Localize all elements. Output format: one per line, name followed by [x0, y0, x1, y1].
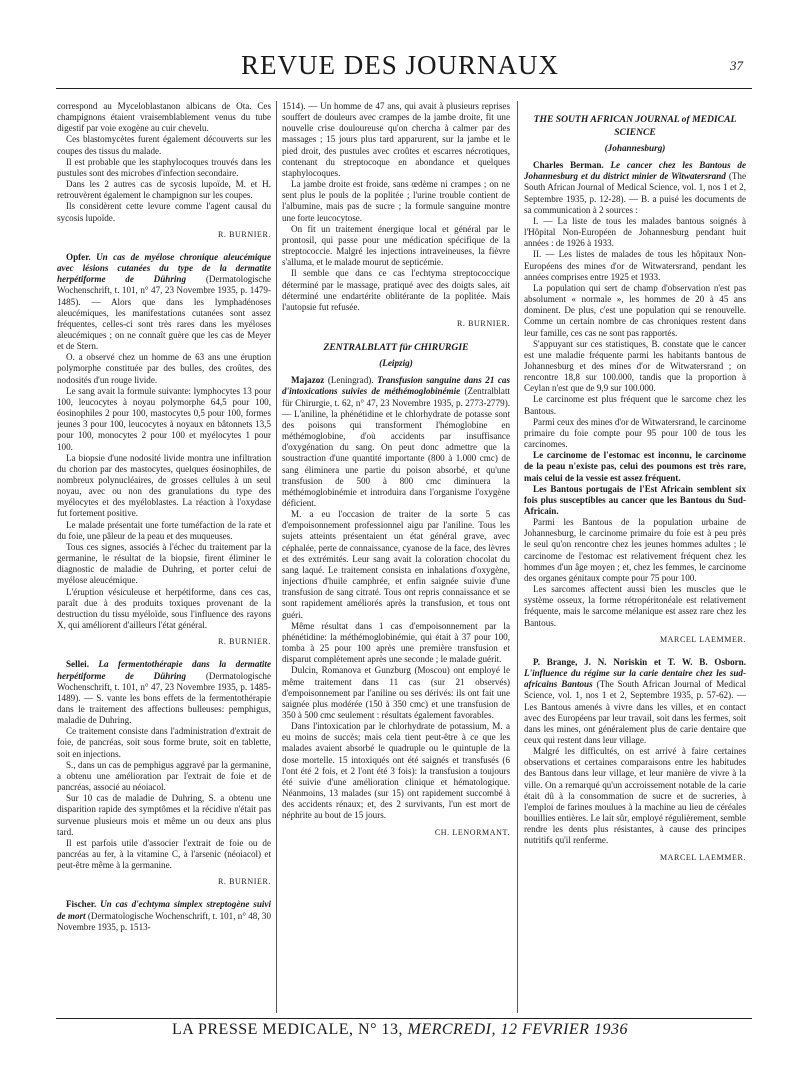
- footer-date: MERCREDI, 12 FEVRIER 1936: [407, 1021, 628, 1038]
- article-author: P. Brange, J. N. Noriskin et T. W. B. Osborn.: [533, 656, 746, 667]
- signature: MARCEL LAEMMER.: [659, 634, 746, 644]
- paragraph: Le carcinome de l'estomac est inconnu, le carcinome de la peau n'existe pas, celui des poumons est très rare, mais celui de la vessie est assez fréquent.: [524, 450, 746, 483]
- column-divider-2: [517, 101, 518, 1013]
- article-berman: [524, 160, 746, 216]
- paragraph: Sur 10 cas de maladie de Duhring, S. a obtenu une disparition rapide des symptômes et la récidive n'était pas survenue plusieurs mois et même un ou deux ans plus tard.: [57, 793, 271, 837]
- journal-heading: THE SOUTH AFRICAN JOURNAL of MEDICAL SCIENCE: [533, 114, 737, 138]
- article-majazoz: [282, 375, 510, 509]
- page-number: 37: [730, 58, 743, 73]
- page-header-title: REVUE DES JOURNAUX: [240, 50, 559, 80]
- column-2: [282, 101, 510, 1013]
- signature: MARCEL LAEMMER.: [659, 852, 746, 862]
- article-author: Charles Berman.: [533, 160, 604, 171]
- paragraph: Dans l'intoxication par le chlorhydrate de potassium, M. a eu moins de succès; mais cela tient peut-être à ce que les malades avaient absorbé le quadruple ou le quintuple de la dose mortelle. 15 intoxiqués ont été saignés et transfusés (6 l'ont été 2 fois, et 2 l'ont été 3 fois): la transfusion a toujours été suivie d'une amélioration clinique et hématologique. Néanmoins, 13 malades (sur 15) ont rapidement succombé à des accidents rénaux; et, des 2 survivants, l'un est mort de néphrite au bout de 15 jours.: [282, 721, 510, 821]
- article-author: Fischer.: [66, 899, 97, 910]
- paragraph: Les Bantous portugais de l'Est Africain semblent six fois plus susceptibles au cancer que les Bantous du Sud-Africain.: [524, 483, 746, 516]
- journal-city: (Johannesburg): [604, 143, 666, 153]
- paragraph: Il est parfois utile d'associer l'extrait de foie ou de pancréas au fer, à la vitamine C, à l'arsenic (néoiacol) et peut-être même à la germanine.: [57, 837, 271, 871]
- article-author: Opfer.: [66, 251, 91, 262]
- paragraph: Le carcinome est plus fréquent que le sarcome chez les Bantous.: [524, 394, 746, 416]
- paragraph: S'appuyant sur ces statistiques, B. constate que le cancer est une maladie fréquente parmi les habitants bantous de Johannesburg et des mines d'or de Witwatersrand ; on rencontre 18,8 sur 100.000, tandis que la proportion à Ceylan n'est que de 9,9 sur 100.000.: [524, 338, 746, 394]
- article-author-place: (Leningrad).: [327, 375, 374, 386]
- signature: R. BURNIER.: [217, 637, 271, 647]
- article-source: (Zentralblatt für Chirurgie, t. 62, n° 47, 23 Novembre 1935, p. 2773-2779). — L'aniline, la phénétidine et le chlorhydrate de potasse sont des poisons qui transforment l'hémoglobine en méthémoglobine, d'où accidents par insuffisance d'oxygénation du sang. On peut donc admettre que la soustraction d'une quantité importante (800 à 1.000 cmc) de sang éliminera une partie du poison absorbé, et qu'une transfusion de 500 à 800 cmc diminuera la méthémoglobinémie et introduira dans l'organisme l'oxygène déficient.: [282, 386, 510, 508]
- article-title: La fermentothérapie dans la dermatite herpétiforme de Dühring: [57, 659, 271, 681]
- paragraph: Parmi les Bantous de la population urbaine de Johannesburg, le carcinome primaire du foie est à peu près le seul qu'on rencontre chez les jeunes hommes adultes ; le carcinome de l'estomac est relativement fréquent chez les hommes d'un âge moyen ; et, chez les femmes, le carcinome des organes génitaux compte pour 75 pour 100.: [524, 517, 746, 583]
- signature: R. BURNIER.: [217, 877, 271, 887]
- paragraph: Il est probable que les staphylocoques trouvés dans les pustules sont des microbes d'infection secondaire.: [57, 156, 271, 178]
- signature: CH. LENORMANT.: [434, 827, 510, 837]
- page-footer: [0, 1021, 800, 1039]
- article-author: Majazoz: [291, 375, 325, 386]
- paragraph: Le sang avait la formule suivante: lymphocytes 13 pour 100, leucocytes à noyau polymorphe 64,5 pour 100, éosinophiles 2 pour 100, mastocytes 0,5 pour 100, formes jeunes 3 pour 100, leucocytes à noyaux en bâtonnets 13,5 pour 100, monocytes 2 pour 100 et myélocytes 1 pour 100.: [57, 385, 271, 452]
- article-fischer: [57, 899, 271, 932]
- paragraph: Ce traitement consiste dans l'administration d'extrait de foie, de pancréas, soit sous forme brute, soit en tablette, soit en injections.: [57, 726, 271, 759]
- paragraph: On fit un traitement énergique local et général par le prontosil, qui passe pour une médication spécifique de la streptococcie. Malgré les injections intraveineuses, la fièvre s'alluma, et le malade mourut de septicémie.: [282, 223, 510, 268]
- signature: R. BURNIER.: [456, 318, 510, 328]
- paragraph: S., dans un cas de pemphigus aggravé par la germanine, a obtenu une amélioration par l'extrait de foie et de pancréas, associé au néoiacol.: [57, 759, 271, 793]
- header-rule: [56, 88, 752, 89]
- paragraph: 1514). — Un homme de 47 ans, qui avait à plusieurs reprises souffert de douleurs avec crampes de la jambe droite, fit une nouvelle crise douloureuse qu'on chercha à calmer par des massages ; 15 jours plus tard apparurent, sur la jambe et le pied droit, des pustules avec croûtes et escarres nécrotiques, contenant du streptocoque en abondance et quelques staphylocoques.: [282, 101, 510, 178]
- paragraph: Ils considèrent cette levure comme l'agent causal du sycosis lupoïde.: [57, 201, 271, 223]
- paragraph: Il semble que dans ce cas l'echtyma streptococcique déterminé par le massage, pratiqué avec des doigts sales, ait déterminé une endartérite oblitérante de la poplitée. Mais l'autopsie fut refusée.: [282, 268, 510, 312]
- article-author: Sellei.: [66, 659, 89, 670]
- article-brange: [524, 657, 746, 746]
- paragraph: O. a observé chez un homme de 63 ans une éruption polymorphe constituée par des bulles, des croûtes, des nodosités d'un rouge livide.: [57, 352, 271, 385]
- journal-city: (Leipzig): [379, 358, 413, 369]
- paragraph: Dulcin, Romanova et Gunzburg (Moscou) ont employé le même traitement dans 11 cas (sur 21 observés) d'empoisonnement par l'aniline ou ses dérivés: ils ont fait une saignée plus modérée (150 à 350 cmc) et une transfusion de 350 à 500 cmc seulement : résultats également favorables.: [282, 665, 510, 720]
- paragraph: Dans les 2 autres cas de sycosis lupoïde, M. et H. retrouvèrent également le champignon sur les coupes.: [57, 179, 271, 201]
- paragraph: La population qui sert de champ d'observation n'est pas absolument « normale », les hommes de 20 à 45 ans dominent. De plus, c'est une population qui se renouvelle. Comme un certain nombre de cas chroniques restent dans leur famille, ces cas ne sont pas rapportés.: [524, 282, 746, 338]
- article-source: (Dermatologische Wochenschrift, t. 101, n° 47, 23 Novembre 1935, p. 1485-1489). — S. vante les bons effets de la fermentothérapie dans le traitement des affections bulleuses: pemphigus, maladie de Duhring.: [57, 670, 271, 726]
- paragraph: Tous ces signes, associés à l'échec du traitement par la germanine, le résultat de la biopsie, firent éliminer le diagnostic de maladie de Duhring, et porter celui de myélose aleucémique.: [57, 541, 271, 586]
- article-source: (The South African Journal of Medical Science, vol. 1, nos 1 et 2, Septembre 1935, p. 57-62). — Les Bantous amenés à vivre dans les villes, et en contact avec des Européens par leur travail, soit dans les fermes, soit dans les mines, ont généralement plus de carie dentaire que ceux qui restent dans leur village.: [524, 679, 746, 745]
- article-source: (Dermatologische Wochenschrift, t. 101, n° 48, 30 Novembre 1935, p. 1513-: [57, 910, 271, 932]
- paragraph: La jambe droite est froide, sans œdème ni crampes ; on ne sent plus le pouls de la poplitée ; l'urine trouble contient de l'albumine, mais pas de sucre ; la formule sanguine montre une forte leucocytose.: [282, 179, 510, 223]
- paragraph: La biopsie d'une nodosité livide montra une infiltration du chorion par des mastocytes, quelques éosinophiles, de nombreux polynucléaires, de grosses cellules à un seul noyau, avec ou non des granulations du type des myélocytes et des myéloblastes. La réaction à l'oxydase fut fortement positive.: [57, 452, 271, 519]
- article-title: Un cas d'echtyma simplex streptogène suivi de mort: [57, 899, 271, 921]
- paragraph: Ces blastomycètes furent également découverts sur les coupes des tissus du malade.: [57, 134, 271, 156]
- column-1: [57, 101, 271, 1013]
- paragraph: Les sarcomes affectent aussi bien les muscles que le système osseux, la forme rétropéritonéale est relativement fréquente, mais le sarcome mélanique est assez rare chez les Bantous.: [524, 584, 746, 628]
- article-title: L'influence du régime sur la carie dentaire chez les sud-africains Bantous: [524, 668, 746, 690]
- paragraph: Malgré les difficultés, on est arrivé à faire certaines observations et certaines comparaisons entre les habitudes des Bantous dans leur village, et leur manière de vivre à la ville. On a remarqué qu'un accroissement notable de la carie était dû à la consommation de sucre et de sucreries, à l'emploi de farines moulues à la machine au lieu de céréales bouillies entières. Le lait sûr, employé régulièrement, semble rendre les dents plus résistantes, à cause des principes nutritifs qu'il renferme.: [524, 746, 746, 846]
- column-3: [524, 101, 746, 1013]
- paragraph: L'éruption vésiculeuse et herpétiforme, dans ces cas, paraît due à des produits toxiques provenant de la destruction du tissu myéloïde, sous l'influence des rayons X, qui améliorent d'ailleurs l'état général.: [57, 586, 271, 631]
- signature: R. BURNIER.: [217, 229, 271, 239]
- paragraph: Le malade présentait une forte tuméfaction de la rate et du foie, une pâleur de la peau et des muqueuses.: [57, 519, 271, 541]
- paragraph: M. a eu l'occasion de traiter de la sorte 5 cas d'empoisonnement professionnel aigu par l'aniline. Tous les sujets atteints présentaient un état général grave, avec céphalée, perte de connaissance, cyanose de la face, des lèvres et des extrémités. Leur sang avait la coloration chocolat du sang laqué. Le traitement consista en inhalations d'oxygène, injections d'huile camphrée, et enfin saignée suivie d'une transfusion de sang citraté. Tous ont repris connaissance et se sont rapidement améliorés après la transfusion, et tous ont guéri.: [282, 509, 510, 620]
- article-source: (The South African Journal of Medical Science, vol. 1, nos 1 et 2, Septembre 1935, p. 12-28). — B. a puisé les documents de sa communication à 2 sources :: [524, 171, 746, 215]
- paragraph: correspond au Myceloblastanon albicans de Ota. Ces champignons étaient vraisemblablement venus du tube digestif par voie exogène au cuir chevelu.: [57, 101, 271, 134]
- journal-heading: ZENTRALBLATT für CHIRURGIE: [323, 342, 469, 354]
- article-title: Un cas de myélose chronique aleucémique avec lésions cutanées du type de la dermatite herpétiforme de Dühring: [57, 251, 271, 285]
- column-divider-1: [276, 101, 277, 1013]
- article-opfer: [57, 252, 271, 352]
- article-title: Le cancer chez les Bantous de Johannesburg et du district minier de Witwatersrand: [524, 160, 746, 182]
- paragraph: II. — Les listes de malades de tous les hôpitaux Non-Européens des mines d'or de Witwatersrand, pendant les années comprises entre 1925 et 1933.: [524, 249, 746, 282]
- paragraph: I. — La liste de tous les malades bantous soignés à l'Hôpital Non-Européen de Johannesburg pendant huit années : de 1926 à 1933.: [524, 215, 746, 249]
- article-sellei: [57, 659, 271, 726]
- footer-rule: [56, 1018, 752, 1019]
- article-title: Transfusion sanguine dans 21 cas d'intoxications suivies de méthémoglobinémie: [282, 375, 510, 397]
- footer-journal: LA PRESSE MEDICALE, N° 13,: [172, 1021, 403, 1038]
- article-source: (Dermatologische Wochenschrift, t. 101, n° 47, 23 Novembre 1935, p. 1479-1485). — Alors que dans les lymphadénoses aleucémiques, les manifestations cutanées sont assez fréquentes, celles-ci sont très rares dans les myéloses aleucémiques ; on ne connaît guère que les cas de Meyer et de Stern.: [57, 274, 271, 352]
- paragraph: Même résultat dans 1 cas d'empoisonnement par la phénétidine: la méthémoglobinémie, qui était à 37 pour 100, tomba à 25 pour 100 après une première transfusion et disparut complètement après une seconde ; le malade guérit.: [282, 620, 510, 665]
- paragraph: Parmi ceux des mines d'or de Witwatersrand, le carcinome primaire du foie compte pour 95 pour 100 de tous les carcinomes.: [524, 416, 746, 450]
